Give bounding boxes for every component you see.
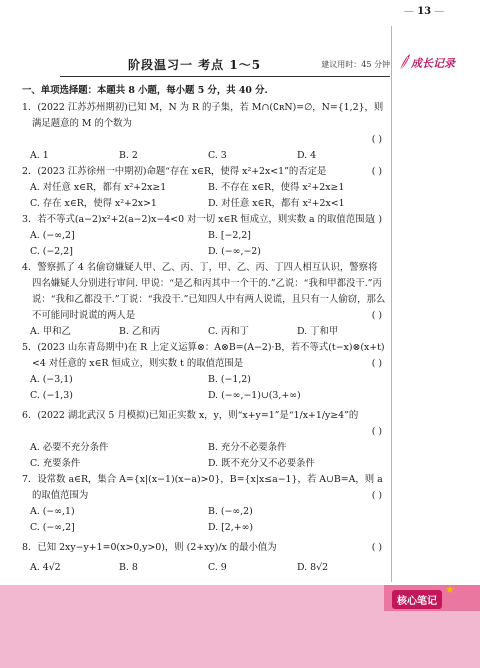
question-5 — [22, 340, 386, 404]
question-8 — [22, 540, 386, 576]
answer-paren: ( ) — [371, 166, 382, 177]
options — [22, 228, 386, 260]
brand-mark — [397, 55, 467, 75]
question-stem: 2．(2023 江苏徐州一中期初)命题“存在 x∈R，使得 x²+2x<1”的否定是 — [22, 166, 327, 177]
option-d: D. 8√2 — [297, 562, 329, 573]
option-c: C. (−2,2] — [30, 246, 73, 257]
options — [22, 324, 386, 340]
option-d: D. [2,+∞) — [208, 522, 254, 533]
section-header — [60, 56, 390, 74]
option-d: D. 丁和甲 — [297, 326, 339, 337]
answer-paren: ( ) — [371, 214, 382, 225]
answer-paren: ( ) — [371, 490, 382, 501]
page-number-text: 13 — [417, 6, 432, 17]
option-b: B. 乙和丙 — [119, 326, 160, 337]
question-stem: 4．警察抓了 4 名偷窃嫌疑人甲、乙、丙、丁，甲、乙、丙、丁四人相互认识，警察将四名嫌疑人分别进行审问. 甲说：“是乙和丙其中一个干的.”乙说：“我和甲都没干.”丙说：“我和乙都没干.”丁说：“我没干.”已知四人中有两人说谎，且只有一人偷窃，那么不可能同时说谎的两人是 — [22, 262, 386, 321]
options — [22, 372, 386, 404]
option-a: A. (−∞,2] — [30, 230, 75, 241]
option-b: B. 2 — [119, 150, 138, 161]
options — [22, 504, 386, 536]
suggested-time: 建议用时：45 分钟 — [321, 60, 390, 69]
option-d: D. 4 — [297, 150, 317, 161]
question-stem: 1．(2022 江苏苏州期初)已知 M，N 为 R 的子集，若 M∩(∁ʀN)=∅，N={1,2}，则满足题意的 M 的个数为 — [22, 102, 384, 129]
question-6 — [22, 408, 386, 472]
answer-paren: ( ) — [371, 426, 382, 437]
feather-icon — [397, 53, 411, 73]
option-a: A. 对任意 x∈R，都有 x²+2x≥1 — [30, 182, 167, 193]
question-7 — [22, 472, 386, 536]
option-d: D. (−∞,−1)∪(3,+∞) — [208, 390, 301, 401]
options — [22, 440, 386, 472]
question-2 — [22, 164, 386, 212]
option-d: D. (−∞,−2) — [208, 246, 261, 257]
option-b: B. (−∞,2) — [208, 506, 253, 517]
header-rule — [60, 76, 390, 77]
margin-divider — [391, 26, 392, 582]
option-a: A. 1 — [30, 150, 49, 161]
option-c: C. 3 — [208, 150, 227, 161]
answer-paren: ( ) — [371, 542, 382, 553]
option-c: C. 丙和丁 — [208, 326, 249, 337]
brand-label: 成长记录 — [411, 57, 455, 70]
option-b: B. 不存在 x∈R，使得 x²+2x≥1 — [208, 182, 345, 193]
question-stem: 3．若不等式(a−2)x²+2(a−2)x−4<0 对一切 x∈R 恒成立，则实数 a 的取值范围是 — [22, 214, 374, 225]
question-stem: 5．(2023 山东青岛期中)在 R 上定义运算⊗：A⊗B=(A−2)·B，若不等式(t−x)⊗(x+t)<4 对任意的 x∈R 恒成立，则实数 t 的取值范围是 — [22, 342, 385, 369]
question-stem: 6．(2022 湖北武汉 5 月模拟)已知正实数 x，y，则“x+y=1”是“1/x+1/y≥4”的 — [22, 410, 359, 421]
option-a: A. 必要不充分条件 — [30, 442, 109, 453]
option-b: B. (−1,2) — [208, 374, 251, 385]
question-list — [22, 83, 386, 576]
question-stem: 8．已知 2xy−y+1=0(x>0,y>0)，则 (2+xy)/x 的最小值为 — [22, 542, 277, 553]
section-heading: 一、单项选择题：本题共 8 小题，每小题 5 分，共 40 分. — [22, 85, 268, 96]
answer-paren: ( ) — [371, 134, 382, 145]
option-a: A. (−∞,1) — [30, 506, 75, 517]
option-b: B. 充分不必要条件 — [208, 442, 287, 453]
options — [22, 180, 386, 212]
notes-label: 核心笔记 — [392, 590, 442, 609]
question-3 — [22, 212, 386, 260]
option-c: C. (−∞,2] — [30, 522, 75, 533]
option-c: C. 充要条件 — [30, 458, 81, 469]
page-number: — 13 — — [404, 6, 445, 17]
answer-paren: ( ) — [371, 358, 382, 369]
option-a: A. 甲和乙 — [30, 326, 71, 337]
option-b: B. 8 — [119, 562, 138, 573]
option-c: C. 9 — [208, 562, 227, 573]
option-c: C. (−1,3) — [30, 390, 73, 401]
option-b: B. [−2,2] — [208, 230, 251, 241]
question-stem: 7．设常数 a∈R，集合 A={x|(x−1)(x−a)>0}，B={x|x≤a−1}，若 A∪B=A，则 a 的取值范围为 — [22, 474, 383, 501]
option-c: C. 存在 x∈R，使得 x²+2x>1 — [30, 198, 157, 209]
star-icon: ★ — [445, 583, 455, 596]
option-d: D. 既不充分又不必要条件 — [208, 458, 315, 469]
option-a: A. (−3,1) — [30, 374, 73, 385]
option-d: D. 对任意 x∈R，都有 x²+2x<1 — [208, 198, 345, 209]
question-4 — [22, 260, 386, 340]
options — [22, 148, 386, 164]
option-a: A. 4√2 — [30, 562, 61, 573]
options — [22, 560, 386, 576]
question-1 — [22, 100, 386, 164]
answer-paren: ( ) — [371, 310, 382, 321]
page-title: 阶段温习一 考点 1～5 — [128, 58, 262, 72]
